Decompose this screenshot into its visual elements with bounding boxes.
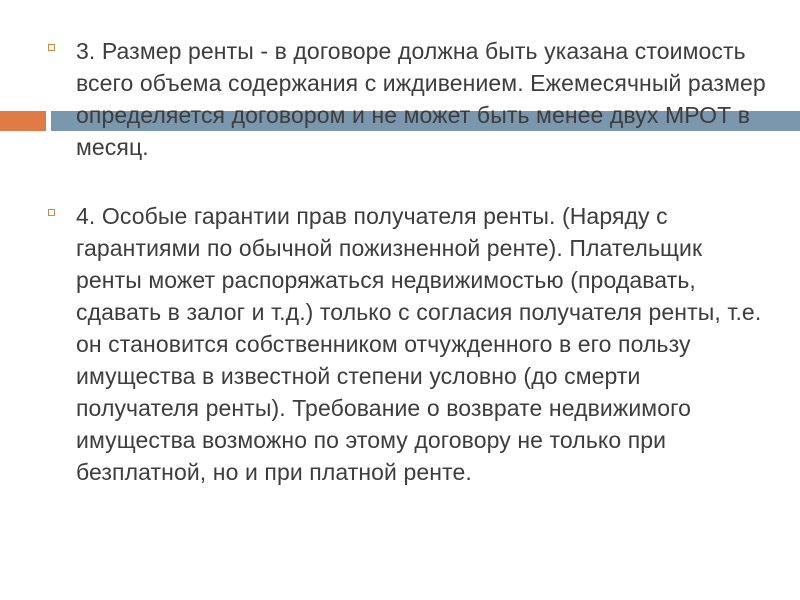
slide-content: [48, 35, 768, 525]
bullet-item-4: [48, 200, 768, 488]
hollow-square-bullet-icon: [48, 44, 55, 51]
hollow-square-bullet-icon: [48, 209, 55, 216]
bullet-text-3: 3. Размер ренты - в договоре должна быть указана стоимость всего объема содержания с иждивением. Ежемесячный размер определяется договором и не может быть менее двух МРОТ в месяц.: [76, 38, 766, 160]
accent-bar-orange: [0, 111, 46, 131]
bullet-item-3: [48, 35, 768, 163]
bullet-text-4: 4. Особые гарантии прав получателя ренты. (Наряду с гарантиями по обычной пожизненной ренте). Плательщик ренты может распоряжаться недвижимостью (продавать, сдавать в залог и т.д.) только с согласия получателя ренты, т.е. он становится собственником отчужденного в его пользу имущества в известной степени условно (до смерти получателя ренты). Требование о возврате недвижимого имущества возможно по этому договору не только при безплатной, но и при платной ренте.: [76, 203, 762, 485]
